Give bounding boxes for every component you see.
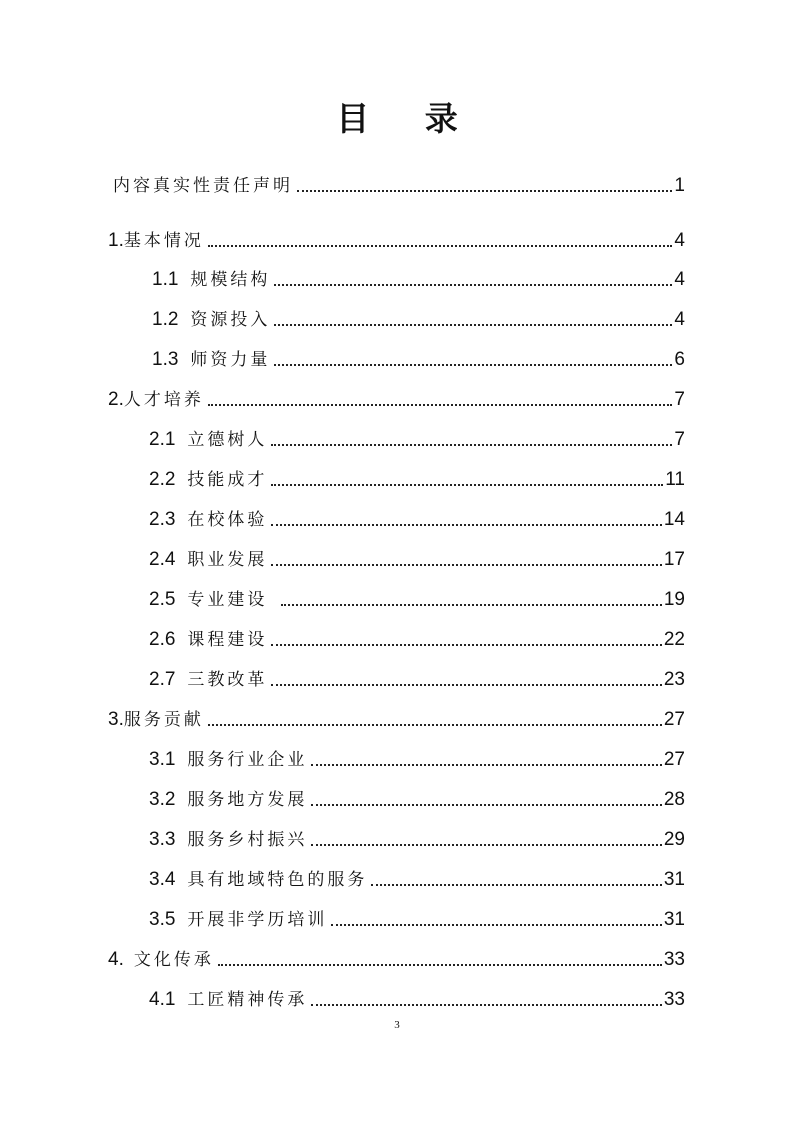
toc-entry-label: 技能成才	[187, 470, 268, 490]
toc-entry-number: 2.3	[149, 509, 176, 530]
toc-entry-label: 服务贡献	[123, 710, 204, 730]
toc-entry-label: 立德树人	[187, 430, 268, 450]
toc-entry-page: 22	[663, 629, 685, 650]
toc-entry-number: 3.	[108, 709, 124, 730]
toc-entry-label: 在校体验	[187, 510, 268, 530]
toc-entry-page: 27	[663, 749, 685, 770]
toc-entry-page: 7	[674, 429, 685, 450]
toc-entry-label: 开展非学历培训	[187, 910, 328, 930]
toc-entry-page: 23	[663, 669, 685, 690]
toc-entry[interactable]	[149, 627, 685, 653]
toc-entry-number: 2.	[108, 389, 124, 410]
dot-leader	[274, 324, 672, 326]
toc-entry-label: 三教改革	[187, 670, 268, 690]
toc-entry[interactable]	[108, 947, 685, 973]
toc-entry[interactable]	[149, 467, 685, 493]
toc-entry[interactable]	[149, 547, 685, 573]
dot-leader	[311, 1004, 661, 1006]
dot-leader	[208, 245, 673, 247]
toc-entry-number: 2.6	[149, 629, 176, 650]
dot-leader	[297, 190, 672, 192]
toc-entry-number: 1.3	[152, 349, 179, 370]
toc-entry[interactable]	[113, 173, 685, 199]
toc-entry-page: 33	[663, 949, 685, 970]
dot-leader	[371, 884, 661, 886]
toc-entry[interactable]	[108, 707, 685, 733]
toc-entry-number: 2.1	[149, 429, 176, 450]
toc-entry-label: 课程建设	[187, 630, 268, 650]
toc-entry-number: 3.3	[149, 829, 176, 850]
toc-entry-label: 职业发展	[187, 550, 268, 570]
toc-entry[interactable]	[149, 507, 685, 533]
toc-entry-page: 29	[663, 829, 685, 850]
toc-entry-page: 11	[665, 469, 685, 490]
toc-entry-page: 31	[663, 869, 685, 890]
toc-entry-label: 服务行业企业	[187, 750, 308, 770]
dot-leader	[311, 764, 661, 766]
toc-entry-page: 6	[674, 349, 685, 370]
toc-entry-number: 3.1	[149, 749, 176, 770]
toc-entry-page: 4	[674, 309, 685, 330]
toc-entry-number: 1.1	[152, 269, 179, 290]
toc-entry-label: 规模结构	[190, 270, 271, 290]
toc-entry[interactable]	[149, 987, 685, 1013]
toc-entry-number: 4.1	[149, 989, 176, 1010]
page-title: 目 录	[336, 99, 480, 138]
toc-entry-number: 3.2	[149, 789, 176, 810]
toc-entry[interactable]	[108, 228, 685, 254]
toc-entry-number: 2.5	[149, 589, 176, 610]
toc-entry-number: 2.2	[149, 469, 176, 490]
toc-entry[interactable]	[108, 387, 685, 413]
toc-entry-page: 27	[663, 709, 685, 730]
toc-entry-page: 28	[663, 789, 685, 810]
toc-entry[interactable]	[149, 787, 685, 813]
dot-leader	[281, 604, 661, 606]
toc-entry-page: 7	[674, 389, 685, 410]
toc-entry-label: 师资力量	[190, 350, 271, 370]
toc-entry-number: 1.	[108, 230, 124, 251]
toc-entry-page: 4	[674, 230, 685, 251]
toc-entry-label: 资源投入	[190, 310, 271, 330]
toc-entry-label: 服务乡村振兴	[187, 830, 308, 850]
toc-entry-label: 专业建设	[187, 590, 268, 610]
toc-entry-page: 4	[674, 269, 685, 290]
toc-entry-number: 1.2	[152, 309, 179, 330]
dot-leader	[271, 644, 661, 646]
toc-entry[interactable]	[152, 307, 685, 333]
toc-entry[interactable]	[149, 747, 685, 773]
toc-entry-page: 17	[663, 549, 685, 570]
toc-entry-number: 4.	[108, 949, 124, 970]
toc-entry-label: 工匠精神传承	[187, 990, 308, 1010]
toc-entry-label: 服务地方发展	[187, 790, 308, 810]
dot-leader	[331, 924, 661, 926]
toc-entry[interactable]	[149, 867, 685, 893]
toc-entry-number: 2.4	[149, 549, 176, 570]
toc-entry[interactable]	[152, 267, 685, 293]
page-number: 3	[394, 1019, 400, 1031]
dot-leader	[208, 404, 673, 406]
toc-entry-number: 2.7	[149, 669, 176, 690]
toc-entry[interactable]	[149, 427, 685, 453]
dot-leader	[271, 444, 672, 446]
toc-entry-label: 内容真实性责任声明	[113, 176, 293, 196]
dot-leader	[208, 724, 662, 726]
toc-entry-page: 33	[663, 989, 685, 1010]
toc-entry[interactable]	[149, 907, 685, 933]
toc-entry-page: 19	[663, 589, 685, 610]
toc-entry-label: 具有地域特色的服务	[187, 870, 368, 890]
dot-leader	[274, 284, 672, 286]
dot-leader	[274, 364, 672, 366]
toc-entry-label: 文化传承	[133, 950, 214, 970]
toc-entry[interactable]	[149, 827, 685, 853]
toc-entry-page: 14	[663, 509, 685, 530]
toc-entry[interactable]	[152, 347, 685, 373]
toc-entry-page: 1	[674, 175, 685, 196]
dot-leader	[271, 524, 661, 526]
dot-leader	[271, 564, 661, 566]
toc-entry[interactable]	[149, 667, 685, 693]
toc-entry-page: 31	[663, 909, 685, 930]
toc-entry-number: 3.5	[149, 909, 176, 930]
toc-entry-label: 基本情况	[123, 231, 204, 251]
dot-leader	[271, 684, 661, 686]
toc-entry[interactable]	[149, 587, 685, 613]
toc-entry-number: 3.4	[149, 869, 176, 890]
dot-leader	[271, 484, 663, 486]
dot-leader	[218, 964, 662, 966]
toc-entry-label: 人才培养	[123, 390, 204, 410]
dot-leader	[311, 804, 661, 806]
dot-leader	[311, 844, 661, 846]
